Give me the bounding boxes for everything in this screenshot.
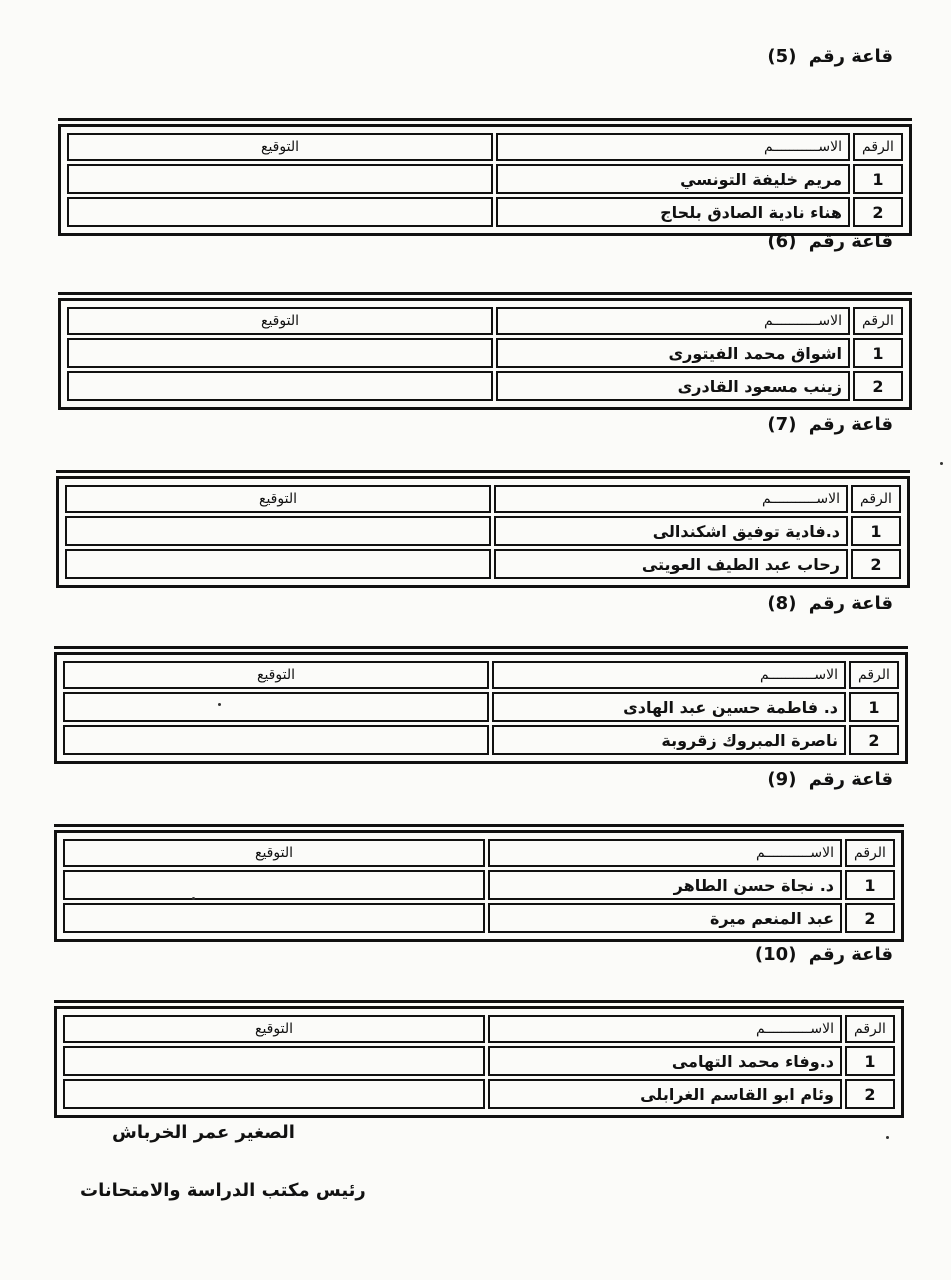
table-row xyxy=(67,164,903,194)
row-name: هناء نادية الصادق بلحاج xyxy=(496,197,850,227)
hall-number: (10) xyxy=(754,944,797,965)
header-signature: التوقيع xyxy=(67,307,493,335)
signature-cell xyxy=(67,197,493,227)
hall-label: قاعة رقم xyxy=(808,944,893,965)
header-number: الرقم xyxy=(849,661,899,689)
header-signature: التوقيع xyxy=(67,133,493,161)
signature-cell xyxy=(67,338,493,368)
hall-label: قاعة رقم xyxy=(808,231,893,252)
hall-number: (9) xyxy=(767,769,797,790)
table-row xyxy=(67,371,903,401)
row-name: د. فاطمة حسين عبد الهادى xyxy=(492,692,846,722)
table-row xyxy=(63,870,895,900)
signature-cell xyxy=(63,725,489,755)
header-signature: التوقيع xyxy=(63,1015,485,1043)
signature-cell xyxy=(63,692,489,722)
signature-cell xyxy=(67,164,493,194)
table-header-row xyxy=(67,133,903,161)
table-row xyxy=(65,516,901,546)
header-name: الاســـــــــــم xyxy=(492,661,846,689)
table-row xyxy=(63,903,895,933)
signature-cell xyxy=(63,1046,485,1076)
header-name: الاســـــــــــم xyxy=(488,839,842,867)
table-header-row xyxy=(65,485,901,513)
row-number: 1 xyxy=(849,692,899,722)
signature-cell xyxy=(67,371,493,401)
table-row xyxy=(67,338,903,368)
row-name: وئام ابو القاسم الغرابلى xyxy=(488,1079,842,1109)
hall-label: قاعة رقم xyxy=(808,769,893,790)
row-number: 1 xyxy=(853,164,903,194)
hall-title xyxy=(767,769,893,790)
signature-cell xyxy=(63,870,485,900)
signature-cell xyxy=(63,1079,485,1109)
hall-title xyxy=(767,593,893,614)
row-name: مريم خليفة التونسي xyxy=(496,164,850,194)
hall-number: (8) xyxy=(767,593,797,614)
header-number: الرقم xyxy=(851,485,901,513)
row-number: 1 xyxy=(851,516,901,546)
row-name: اشواق محمد الفيتورى xyxy=(496,338,850,368)
scan-speck xyxy=(192,897,195,900)
roster-table xyxy=(58,298,912,410)
row-name: زينب مسعود القادرى xyxy=(496,371,850,401)
roster-table xyxy=(54,652,908,764)
signature-cell xyxy=(65,516,491,546)
header-signature: التوقيع xyxy=(65,485,491,513)
hall-title xyxy=(767,46,893,67)
scan-speck xyxy=(886,1136,889,1139)
row-name: عبد المنعم ميرة xyxy=(488,903,842,933)
hall-label: قاعة رقم xyxy=(808,414,893,435)
row-number: 2 xyxy=(845,1079,895,1109)
table-row xyxy=(65,549,901,579)
hall-label: قاعة رقم xyxy=(808,593,893,614)
table-row xyxy=(67,197,903,227)
table-header-row xyxy=(67,307,903,335)
header-number: الرقم xyxy=(845,1015,895,1043)
row-number: 1 xyxy=(853,338,903,368)
header-name: الاســـــــــــم xyxy=(488,1015,842,1043)
scan-speck xyxy=(940,462,943,465)
hall-title xyxy=(767,414,893,435)
table-row xyxy=(63,1079,895,1109)
header-name: الاســـــــــــم xyxy=(496,133,850,161)
header-name: الاســـــــــــم xyxy=(494,485,848,513)
roster-table xyxy=(56,476,910,588)
row-number: 2 xyxy=(845,903,895,933)
hall-label: قاعة رقم xyxy=(808,46,893,67)
table-header-row xyxy=(63,661,899,689)
header-number: الرقم xyxy=(853,133,903,161)
row-number: 1 xyxy=(845,870,895,900)
hall-number: (7) xyxy=(767,414,797,435)
signatory-position: رئيس مكتب الدراسة والامتحانات xyxy=(80,1180,366,1201)
row-name: د.فادية توفيق اشكندالى xyxy=(494,516,848,546)
row-number: 1 xyxy=(845,1046,895,1076)
hall-number: (5) xyxy=(767,46,797,67)
roster-table xyxy=(54,1006,904,1118)
hall-title xyxy=(755,944,893,965)
row-name: ناصرة المبروك زقروبة xyxy=(492,725,846,755)
signature-cell xyxy=(65,549,491,579)
signatory-name: الصغير عمر الخرباش xyxy=(112,1122,295,1143)
header-signature: التوقيع xyxy=(63,839,485,867)
signature-cell xyxy=(63,903,485,933)
row-number: 2 xyxy=(849,725,899,755)
scan-speck xyxy=(218,703,221,706)
row-number: 2 xyxy=(853,371,903,401)
header-signature: التوقيع xyxy=(63,661,489,689)
table-header-row xyxy=(63,839,895,867)
header-number: الرقم xyxy=(845,839,895,867)
table-header-row xyxy=(63,1015,895,1043)
row-name: د.وفاء محمد التهامى xyxy=(488,1046,842,1076)
header-name: الاســـــــــــم xyxy=(496,307,850,335)
table-row xyxy=(63,692,899,722)
roster-table xyxy=(54,830,904,942)
row-number: 2 xyxy=(853,197,903,227)
table-row xyxy=(63,1046,895,1076)
row-name: د. نجاة حسن الطاهر xyxy=(488,870,842,900)
header-number: الرقم xyxy=(853,307,903,335)
row-number: 2 xyxy=(851,549,901,579)
roster-table xyxy=(58,124,912,236)
hall-number: (6) xyxy=(767,231,797,252)
table-row xyxy=(63,725,899,755)
row-name: رحاب عبد الطيف العويتى xyxy=(494,549,848,579)
hall-title xyxy=(767,231,893,252)
